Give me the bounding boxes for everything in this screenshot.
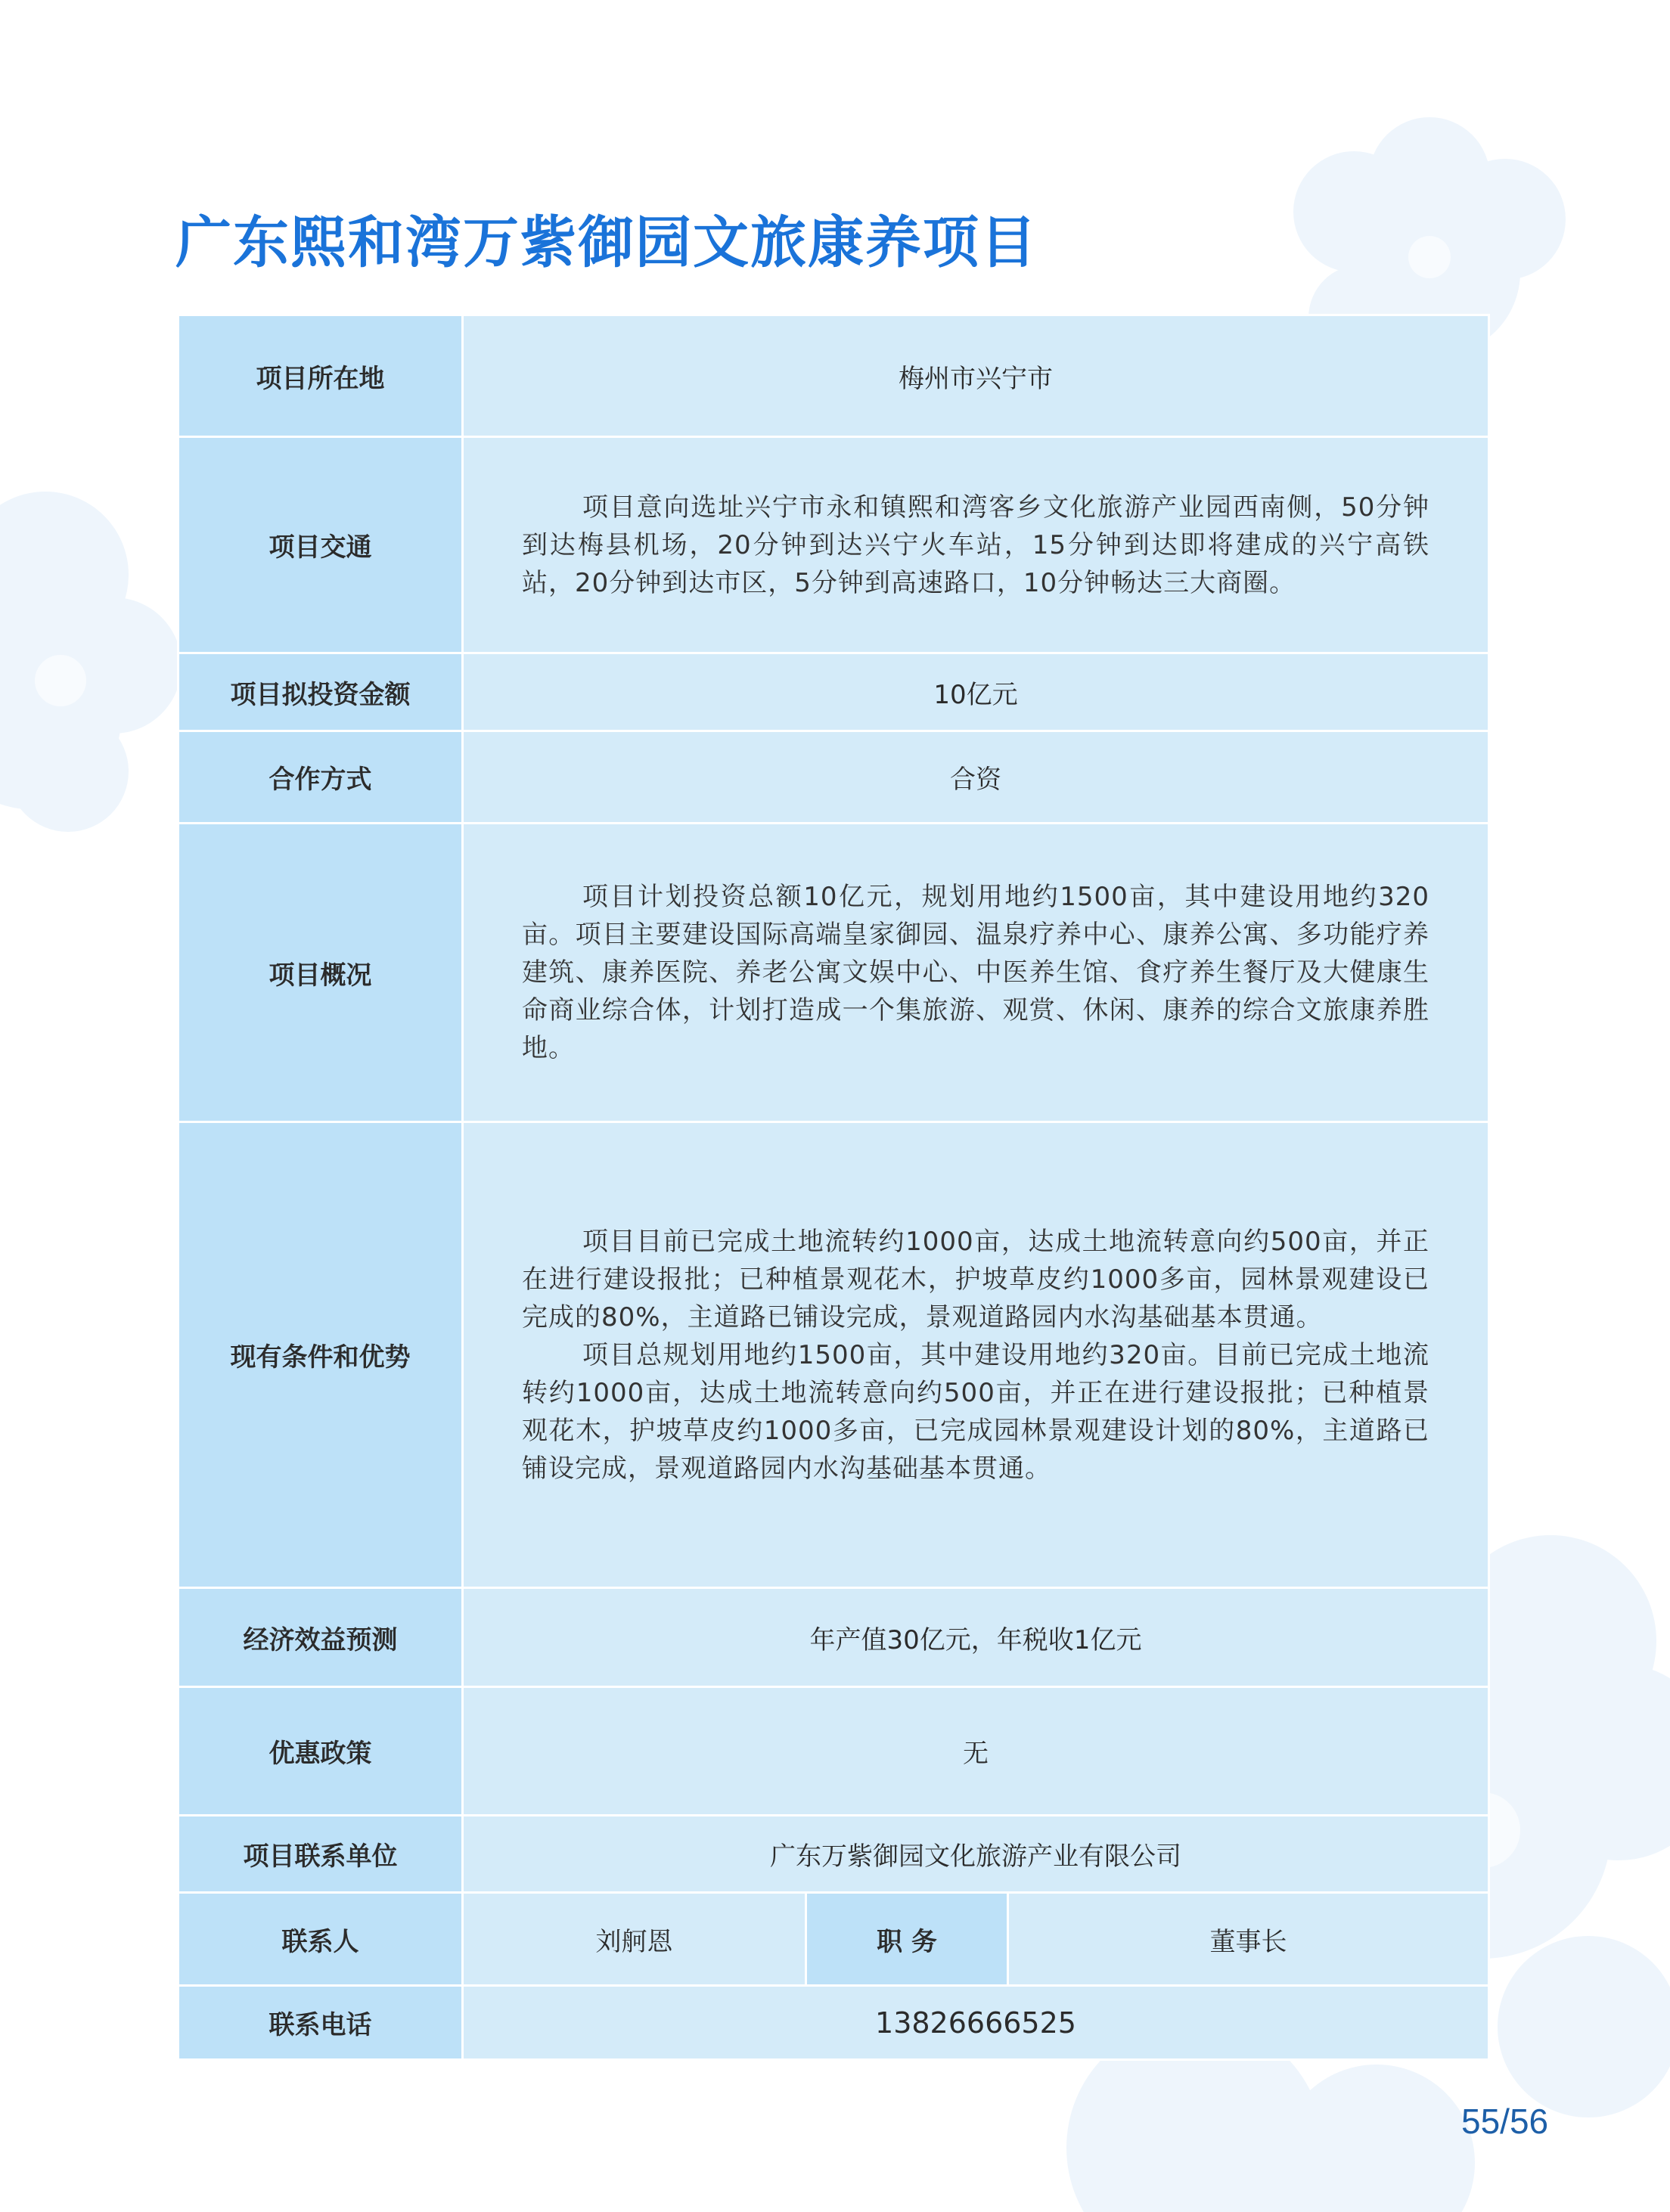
traffic-value: 项目意向选址兴宁市永和镇熙和湾客乡文化旅游产业园西南侧，50分钟到达梅县机场，20分钟到达兴宁火车站，15分钟到达即将建成的兴宁高铁站，20分钟到达市区，5分钟到高速路口，10分钟畅达三大商圈。 [522, 492, 1429, 598]
page-title: 广东熙和湾万紫御园文旅康养项目 [175, 210, 1038, 275]
traffic-label: 项目交通 [178, 437, 463, 653]
row-investment [178, 653, 1489, 731]
investment-label: 项目拟投资金额 [178, 653, 463, 731]
row-unit [178, 1816, 1489, 1893]
investment-value: 10亿元 [463, 653, 1489, 731]
location-label: 项目所在地 [178, 315, 463, 437]
phone-value: 13826666525 [463, 1986, 1489, 2060]
row-phone [178, 1986, 1489, 2060]
position-value: 董事长 [1008, 1893, 1489, 1986]
phone-label: 联系电话 [178, 1986, 463, 2060]
overview-cell [463, 824, 1489, 1122]
row-benefit [178, 1588, 1489, 1687]
conditions-paragraph-2: 项目总规划用地约1500亩，其中建设用地约320亩。目前已完成土地流转约1000亩，达成土地流转意向约500亩，并正在进行建设报批；已种植景观花木，护坡草皮约1000多亩，已完成园林景观建设计划的80%，主道路已铺设完成，景观道路园内水沟基础基本贯通。 [522, 1339, 1429, 1484]
contact-value: 刘舸恩 [463, 1893, 806, 1986]
row-contact [178, 1893, 1489, 1986]
row-conditions [178, 1122, 1489, 1588]
row-traffic [178, 437, 1489, 653]
location-value: 梅州市兴宁市 [463, 315, 1489, 437]
contact-label: 联系人 [178, 1893, 463, 1986]
row-location [178, 315, 1489, 437]
benefit-label: 经济效益预测 [178, 1588, 463, 1687]
page-number: 55/56 [1461, 2102, 1549, 2141]
row-overview [178, 824, 1489, 1122]
overview-label: 项目概况 [178, 824, 463, 1122]
traffic-cell [463, 437, 1489, 653]
benefit-value: 年产值30亿元，年税收1亿元 [463, 1588, 1489, 1687]
cooperation-value: 合资 [463, 731, 1489, 824]
conditions-label: 现有条件和优势 [178, 1122, 463, 1588]
row-policy [178, 1687, 1489, 1816]
overview-value: 项目计划投资总额10亿元，规划用地约1500亩，其中建设用地约320亩。项目主要建设国际高端皇家御园、温泉疗养中心、康养公寓、多功能疗养建筑、康养医院、养老公寓文娱中心、中医养生馆、食疗养生餐厅及大健康生命商业综合体，计划打造成一个集旅游、观赏、休闲、康养的综合文旅康养胜地。 [522, 882, 1429, 1063]
unit-label: 项目联系单位 [178, 1816, 463, 1893]
position-label: 职 务 [806, 1893, 1008, 1986]
unit-value: 广东万紫御园文化旅游产业有限公司 [463, 1816, 1489, 1893]
conditions-paragraph-1: 项目目前已完成土地流转约1000亩，达成土地流转意向约500亩，并正在进行建设报批；已种植景观花木，护坡草皮约1000多亩，园林景观建设已完成的80%，主道路已铺设完成，景观道路园内水沟基础基本贯通。 [522, 1226, 1429, 1332]
policy-value: 无 [463, 1687, 1489, 1816]
project-info-table [177, 314, 1490, 2061]
conditions-cell [463, 1122, 1489, 1588]
policy-label: 优惠政策 [178, 1687, 463, 1816]
cooperation-label: 合作方式 [178, 731, 463, 824]
row-cooperation [178, 731, 1489, 824]
